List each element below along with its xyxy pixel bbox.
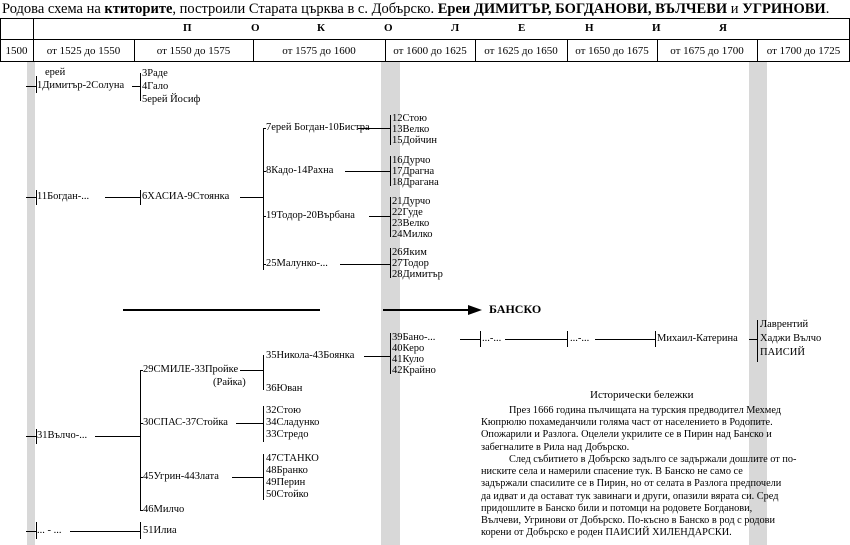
tree-node: 28Димитър — [392, 269, 443, 280]
tree-node: 42Крайно — [392, 365, 436, 376]
tree-line — [140, 190, 141, 205]
generation-letter: Я — [719, 22, 727, 34]
tree-node: 41Куло — [392, 354, 424, 365]
period-cell: от 1525 до 1550 — [46, 44, 121, 57]
tree-node: 46Милчо — [143, 504, 185, 515]
tree-line — [26, 86, 37, 87]
tree-node: 7ерей Богдан-10Бистра — [266, 122, 370, 133]
tree-line — [95, 436, 141, 437]
tree-node: 39Бано-... — [392, 332, 436, 343]
tree-node: 1Димитър-2Солуна — [37, 80, 125, 91]
tree-line — [505, 339, 567, 340]
tree-line — [390, 197, 391, 237]
tree-node: 21Дурчо — [392, 196, 431, 207]
tree-node: 23Велко — [392, 218, 430, 229]
tree-node: 6ХАСИА-9Стоянка — [142, 191, 230, 202]
notes-line: След събитието в Добърско задълго се задържали дошлите от по- — [509, 454, 797, 465]
notes-paragraph — [481, 454, 824, 539]
tree-line — [460, 339, 480, 340]
tree-line — [567, 331, 568, 347]
tree-line — [390, 115, 391, 145]
tree-line — [140, 522, 141, 539]
tree-node: ... - ... — [37, 525, 62, 536]
tree-node: 13Велко — [392, 124, 430, 135]
tree-line — [232, 477, 263, 478]
tree-line — [140, 73, 141, 101]
notes-line: Опожарили и Разлога. Оцелели укрилите се в Пирин над Банско и — [481, 429, 772, 441]
notes-line: да идват и да остават тук завинаги и други, опазили вярата си. Сред — [481, 490, 779, 502]
tree-line — [364, 356, 390, 357]
tree-node: 12Стою — [392, 113, 427, 124]
tree-node: 30СПАС-37Стойка — [143, 417, 228, 428]
generation-letter: Е — [518, 22, 526, 34]
tree-node: 47СТАНКО — [266, 453, 319, 464]
arrow-head-icon — [468, 304, 482, 316]
generation-letter: О — [384, 22, 393, 34]
tree-line — [240, 197, 263, 198]
tree-line — [595, 339, 655, 340]
period-cell: 1500 — [5, 44, 28, 57]
page-title: Родова схема на ктиторите, построили Старата църква в с. Добърско. Ереи ДИМИТЪР, БОГДАНОВИ, ВЪЛЧЕВИ и УГРИНОВИ. — [2, 1, 830, 17]
tree-node: 27Тодор — [392, 258, 429, 269]
tree-node: 29СМИЛЕ-33Пройке — [143, 364, 239, 375]
tree-node: 32Стою — [266, 405, 301, 416]
tree-node: Хаджи Вълчо — [760, 333, 822, 344]
generation-letter: Л — [451, 22, 460, 34]
tree-node: 15Дойчин — [392, 135, 438, 146]
tree-line — [390, 333, 391, 374]
tree-node: 48Бранко — [266, 465, 308, 476]
notes-line: придошлите в Банско били и потомци на родовете Богданови, — [481, 502, 753, 514]
tree-node: ...-... — [482, 333, 502, 344]
tree-line — [263, 454, 264, 500]
notes-line: корени от Добърско е роден ПАИСИЙ ХИЛЕНДАРСКИ. — [481, 527, 732, 539]
tree-line — [390, 248, 391, 278]
tree-node: 26Яким — [392, 247, 427, 258]
notes-paragraph — [481, 405, 824, 454]
tree-line — [263, 355, 264, 390]
generation-letter: О — [251, 22, 260, 34]
notes-line: Кюпрюлю похамеданчили голяма част от населението в Родопите. — [481, 417, 773, 429]
tree-node: ...-... — [570, 333, 590, 344]
tree-node: 19Тодор-20Върбана — [266, 210, 355, 221]
tree-node: 40Керо — [392, 343, 425, 354]
tree-line — [240, 370, 263, 371]
bansko-label: БАНСКО — [489, 302, 542, 316]
tree-node: 33Стредо — [266, 429, 309, 440]
notes-line: ниските села и намерили спасение тук. В Банско не само се — [481, 466, 743, 478]
generation-letter: И — [652, 22, 661, 34]
period-cell: от 1600 до 1625 — [393, 44, 467, 57]
tree-node: 45Угрин-44Злата — [143, 471, 219, 482]
tree-node: ПАИСИЙ — [760, 347, 805, 358]
tree-line — [480, 331, 481, 347]
tree-node: Михаил-Катерина — [657, 333, 738, 344]
tree-node: 11Богдан-... — [37, 191, 90, 202]
notes-line: Вълчеви, Угринови от Добърско. По-късно в Банско в род с родови — [481, 515, 776, 527]
tree-node: 36Юван — [266, 383, 303, 394]
notes-line: забегналите в Рила над Добърско. — [481, 441, 630, 453]
tree-node: Лаврентий — [760, 319, 809, 330]
period-cell: от 1550 до 1575 — [156, 44, 231, 57]
tree-node: 24Милко — [392, 229, 433, 240]
tree-node: 5ерей Йосиф — [142, 94, 201, 105]
tree-line — [757, 320, 758, 362]
period-cell: от 1650 до 1675 — [575, 44, 649, 57]
tree-line — [236, 423, 263, 424]
tree-line — [390, 156, 391, 186]
notes-title: Исторически бележки — [590, 389, 694, 401]
tree-line — [655, 331, 656, 347]
tree-line — [340, 264, 390, 265]
notes-line: задържали спасилите се в Пирин, но от селата в Разлога предпочели — [481, 478, 782, 490]
tree-node: 17Драгна — [392, 166, 435, 177]
tree-line — [132, 86, 141, 87]
generation-letter: К — [317, 22, 325, 34]
tree-line — [70, 531, 141, 532]
tree-line — [749, 339, 757, 340]
tree-line — [369, 216, 390, 217]
generation-letter: Н — [585, 22, 594, 34]
tree-node: 50Стойко — [266, 489, 309, 500]
tree-node: 35Никола-43Боянка — [266, 350, 355, 361]
tree-node: 3Раде — [142, 68, 168, 79]
generation-letter: П — [183, 22, 192, 34]
tree-node: 22Гуде — [392, 207, 423, 218]
notes-line: През 1666 година пълчищата на турския предводител Мехмед — [509, 405, 781, 416]
tree-line — [263, 406, 264, 442]
period-cell: от 1675 до 1700 — [670, 44, 744, 57]
tree-node: 18Драгана — [392, 177, 439, 188]
period-cell: от 1700 до 1725 — [766, 44, 841, 57]
period-cell: от 1575 до 1600 — [282, 44, 356, 57]
tree-node: 31Вълчо-... — [37, 430, 88, 441]
tree-node: 16Дурчо — [392, 155, 431, 166]
generation-band — [27, 62, 35, 545]
tree-line — [105, 197, 141, 198]
tree-line — [140, 370, 141, 510]
tree-node: 51Илиа — [143, 525, 177, 536]
tree-node: 49Перин — [266, 477, 306, 488]
tree-line — [345, 171, 390, 172]
tree-node: 25Малунко-... — [266, 258, 328, 269]
tree-node: (Райка) — [213, 377, 246, 388]
tree-node: 8Кадо-14Рахна — [266, 165, 334, 176]
bansko-arrow-left — [123, 309, 320, 311]
tree-node: 4Гало — [142, 81, 169, 92]
tree-line — [263, 128, 264, 270]
tree-node: ерей — [45, 67, 66, 78]
tree-node: 34Сладунко — [266, 417, 320, 428]
period-cell: от 1625 до 1650 — [484, 44, 558, 57]
bansko-arrow-right — [383, 309, 471, 311]
